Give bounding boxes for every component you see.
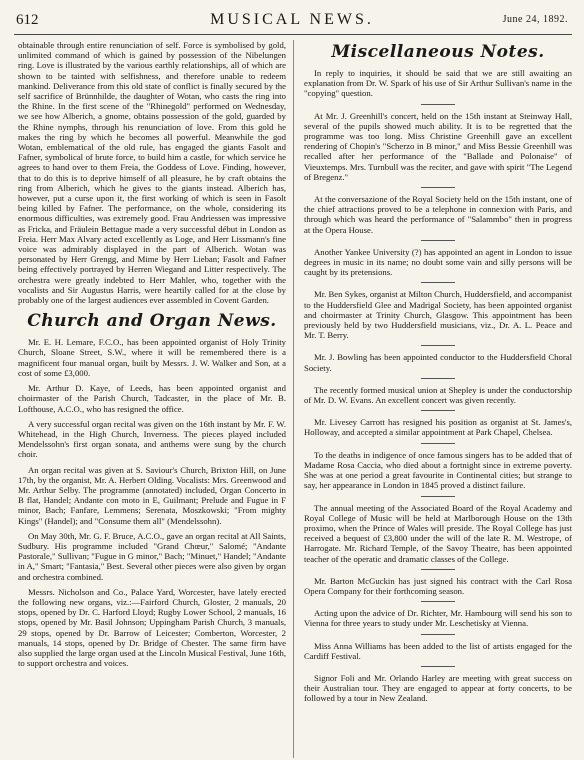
page-number: 612 — [16, 12, 39, 28]
item-separator — [421, 187, 455, 188]
miscellaneous-notes-heading: Miscellaneous Notes. — [331, 42, 545, 62]
note-paragraph: The recently formed musical union at Shepley is under the conductorship of Mr. D. W. Evans. An excellent concert was given recently. — [304, 384, 572, 406]
news-paragraph: Messrs. Nicholson and Co., Palace Yard, Worcester, have lately erected the following new organs, viz.:—Fairford Church, Gloster, 2 manuals, 20 stops, opened by Dr. C. Harford Lloyd; Rugby Lower School, 2 manuals, 16 stops, opened by Mr. Basil Johnson; Uppingham Parish Church, 3 manuals, 29 stops, opened by Dr. Barrow of Leicester; Comberton, Worcester, 2 manuals, 14 stops, opened by Dr. Bridge of Chester. The same firm have also supplied the large organ used at the Lincoln Musical Festival, June 16th, to support orchestra and voices. — [18, 586, 286, 669]
note-paragraph: Mr. J. Bowling has been appointed conductor to the Huddersfield Choral Society. — [304, 352, 572, 373]
news-paragraph: Mr. E. H. Lemare, F.C.O., has been appointed organist of Holy Trinity Church, Sloane Street, S.W., where it will be remembered there is a magnificent four manual organ, built by Messrs. J. W. Walker and Son, at a cost of some £3,000. — [18, 337, 286, 378]
item-separator — [421, 601, 455, 602]
item-separator — [421, 378, 455, 379]
note-paragraph: At Mr. J. Greenhill's concert, held on the 15th instant at Steinway Hall, several of the pupils showed much ability. It is to be regretted that the programme was too long. Miss Christine Greenhill gave an excellent rendering of Chopin's "Scherzo in B minor," and Miss Bessie Greenhill was recalled after her performance of the "Ballade and Polonaise" of Vieuxtemps. Mrs. Turnbull was the reciter, and gave with spirit "The Legend of Bregenz." — [304, 110, 572, 182]
item-separator — [421, 569, 455, 570]
note-paragraph: Mr. Livesey Carrott has resigned his position as organist at St. James's, Holloway, and accepted a similar appointment at Park Chapel, Chelsea. — [304, 417, 572, 438]
item-separator — [421, 282, 455, 283]
right-column — [304, 40, 572, 758]
note-paragraph: Mr. Barton McGuckin has just signed his contract with the Carl Rosa Opera Company for their forthcoming season. — [304, 575, 572, 596]
issue-date: June 24, 1892. — [502, 14, 568, 25]
news-paragraph: An organ recital was given at S. Saviour's Church, Brixton Hill, on June 17th, by the organist, Mr. A. Herbert Olding. Vocalists: Mrs. Greenwood and Mr. Arthur Selby. The programme (annotated) included, Organ Concerto in B flat, Handel; Andante con moto in E, Guilmant; Prelude and Fugue in F minor, Bach; Fanfare, Lemmens; Serenata, Moszkowski; "From mighty Kings" (Handel); and "Consume them all" (Mendelssohn). — [18, 464, 286, 526]
item-separator — [421, 496, 455, 497]
item-separator — [421, 443, 455, 444]
note-paragraph: To the deaths in indigence of once famous singers has to be added that of Madame Rosa Caccia, who died about a fortnight since in extreme poverty. She was at one period a great favourite in Continental cities; but strange to say, her appearance in London in 1845 proved a distinct failure. — [304, 449, 572, 491]
note-paragraph: Miss Anna Williams has been added to the list of artists engaged for the Cardiff Festival. — [304, 640, 572, 661]
item-separator — [421, 240, 455, 241]
column-divider — [293, 40, 294, 758]
item-separator — [421, 104, 455, 105]
item-separator — [421, 634, 455, 635]
note-paragraph: Signor Foli and Mr. Orlando Harley are meeting with great success on their Australian tour. They are engaged to appear at forty concerts, to be followed by a tour in New Zealand. — [304, 672, 572, 704]
church-organ-news-heading: Church and Organ News. — [27, 311, 277, 332]
note-paragraph: In reply to inquiries, it should be said that we are still awaiting an explanation from Dr. W. Spark of his use of Sir Arthur Sullivan's name in the "copying" question. — [304, 68, 572, 99]
left-column — [18, 40, 286, 758]
item-separator — [421, 666, 455, 667]
item-separator — [421, 345, 455, 346]
note-paragraph: Acting upon the advice of Dr. Richter, Mr. Hambourg will send his son to Vienna for three years to study under Mr. Leschetisky at Vienna. — [304, 608, 572, 629]
note-paragraph: At the conversazione of the Royal Society held on the 15th instant, one of the chief attractions proved to be a telephone in connexion with Paris, and through which was heard the performance of "Salammbo" then in progress at the Opera House. — [304, 194, 572, 235]
header-rule — [14, 34, 572, 35]
news-paragraph: A very successful organ recital was given on the 16th instant by Mr. F. W. Whitehead, in the High Church, Inverness. The pieces played included Mendelssohn's first organ sonata, and anthems were sung by the church choir. — [18, 418, 286, 460]
opera-review-paragraph: obtainable through entire renunciation of self. Force is symbolised by gold, unlimited command of which is gained by possession of the Nibelungen ring. Love is illustrated by the various earthly relationships, all of which are shown to be tainted with selfishness, and therefore unable to redeem mankind. Deliverance from this old state of conflict is finally secured by the self sacrifice of Brünnhilde, the daughter of Wotan, who casts the ring into the Rhine. In the first scene of the "Rhinegold" performed on Wednesday, we see how Alberich, a gnome, obtains possession of the gold, guarded by the Rhine nymphs, through his renunciation of love. From this gold he makes the ring by which he becomes all powerful. Meanwhile the god Wotan, emblematical of the old rule, has engaged the giants Fasolt and Fafner, symbolical of brute force, to build him a castle, for which service he agrees to hand over to them Freia, the Goddess of Love. Finding, however, that to do this is to deprive himself of all pleasure, he by craft obtains the ring from Alberich, which he gives to the giants instead. Alberich has, however, put a curse upon it, the first working of which is seen in Fasolt being killed by Fafner. The performance, on the whole, considering its enormous difficulties, was extremely good. Frau Andriessen was impressive as Fricka, and Fräulein Bettague made a very successful début in London as Freia. Herr Max Alvary acted excellently as Loge, and Herr Lissmann's fine voice was admirably displayed in the part of Alberich. Wotan was personated by Herr Grengg, and Mime by Herr Lieban; Fasolt and Fafner being effectively portrayed by Herren Wiegand and Litter respectively. The orchestra were greatly indebted to Herr Mahler, who, together with the vocalists and Sir Augustus Harris, were heartily called for at the close by probably one of the largest audiences ever assembled in Covent Garden. — [18, 40, 286, 306]
page-header — [14, 8, 570, 32]
note-paragraph: Another Yankee University (?) has appointed an agent in London to issue degrees in music in its name; no doubt some vain and silly persons will be caught by its pretensions. — [304, 246, 572, 278]
note-paragraph: Mr. Ben Sykes, organist at Milton Church, Huddersfield, and accompanist to the Huddersfield Glee and Madrigal Society, has been appointed organist and choirmaster at Trinity Church, Glasgow. This appointment has been previously held by two Huddersfield musicians, viz., Dr. A. L. Peace and Mr. T. Berry. — [304, 289, 572, 341]
note-paragraph: The annual meeting of the Associated Board of the Royal Academy and Royal College of Music will be held at Marlborough House on the 13th proximo, when the Prince of Wales will preside. The Royal College has just received a bequest of £3,800 under the will of the late R. M. Westrope, of Harrogate. Mr. Richard Temple, of the Savoy Theatre, has been appointed teacher of the operatic and dramatic classes of the College. — [304, 502, 572, 564]
masthead-title: MUSICAL NEWS. — [210, 11, 374, 28]
news-paragraph: On May 30th, Mr. G. F. Bruce, A.C.O., gave an organ recital at All Saints, Sudbury. His programme included "Grand Chœur," Salomé; "Andante Pastorale," Sullivan; "Fugue in G minor," Bach; "Minuet," Handel; "Andante in A," Smart; "Fantasia," Best. Several other pieces were also given by organ and orchestra combined. — [18, 530, 286, 582]
item-separator — [421, 410, 455, 411]
news-paragraph: Mr. Arthur D. Kaye, of Leeds, has been appointed organist and choirmaster of the Parish Church, Tadcaster, in the place of Mr. B. Lofthouse, A.C.O., who has resigned the office. — [18, 383, 286, 414]
